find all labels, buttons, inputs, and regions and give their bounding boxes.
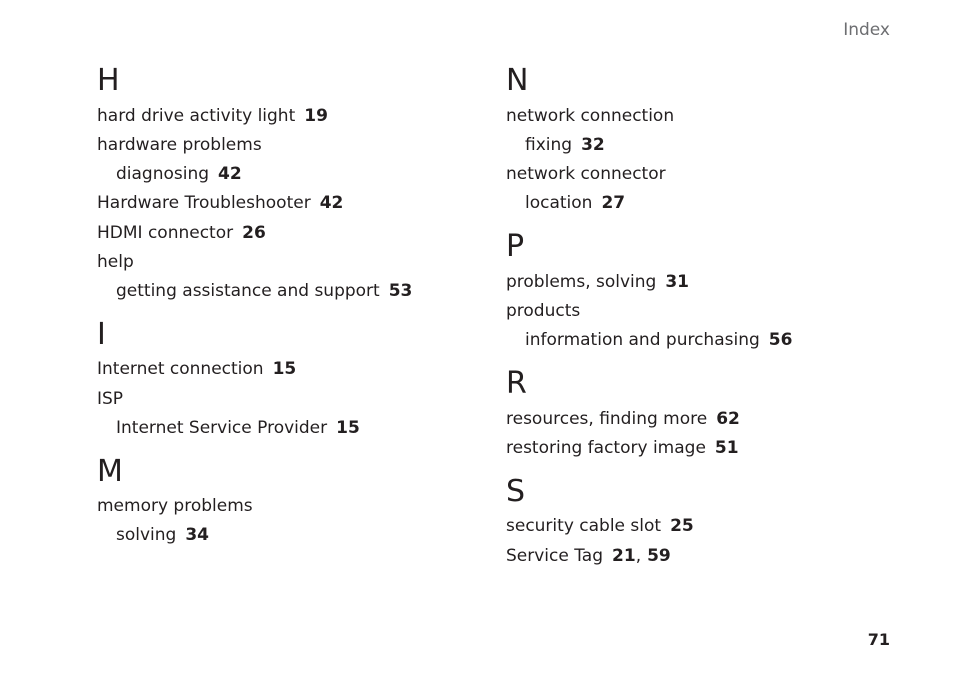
entry-page-ref: 21 (612, 546, 636, 566)
entry-label: HDMI connector (97, 223, 234, 243)
entry-label: hardware problems (97, 135, 262, 155)
section-letter-m: M (97, 454, 124, 489)
entry-page-ref: 56 (768, 330, 793, 350)
entry-page-ref: 15 (336, 418, 360, 438)
index-subentry (116, 524, 209, 546)
index-entry (506, 271, 689, 293)
index-entry (97, 192, 343, 214)
entry-label: problems, solving (506, 272, 657, 292)
section-letter-p: P (506, 229, 525, 264)
index-entry (506, 300, 580, 322)
entry-label: diagnosing (116, 164, 210, 184)
entry-page-ref: 42 (319, 193, 344, 213)
entry-page-ref: 51 (714, 438, 739, 458)
entry-label: help (97, 252, 134, 272)
entry-label: Internet Service Provider (116, 418, 328, 438)
entry-label: memory problems (97, 496, 253, 516)
entry-label: Internet connection (97, 359, 264, 379)
index-subentry (525, 329, 792, 351)
entry-label: fixing (525, 135, 573, 155)
index-entry (506, 105, 674, 127)
index-entry (506, 545, 671, 567)
index-subentry (116, 163, 242, 185)
entry-page-ref: 59 (647, 546, 671, 566)
section-letter-h: H (97, 63, 121, 98)
entry-page-ref: 31 (665, 272, 690, 292)
section-letter-r: R (506, 366, 528, 401)
entry-page-ref: 34 (185, 525, 210, 545)
section-letter-n: N (506, 63, 529, 98)
index-entry (506, 408, 740, 430)
index-entry (97, 251, 134, 273)
page-number: 71 (867, 630, 890, 649)
index-entry (506, 163, 666, 185)
index-entry (506, 515, 694, 537)
entry-label: getting assistance and support (116, 281, 380, 301)
section-letter-i: I (97, 317, 107, 352)
entry-page-ref: 15 (272, 359, 297, 379)
index-entry (97, 222, 266, 244)
entry-label: solving (116, 525, 177, 545)
running-head: Index (843, 20, 890, 40)
index-subentry (525, 134, 605, 156)
entry-page-ref: 19 (304, 106, 328, 126)
entry-label: products (506, 301, 581, 321)
index-entry (506, 437, 739, 459)
index-entry (97, 495, 253, 517)
entry-label: security cable slot (506, 516, 662, 536)
index-subentry (525, 192, 625, 214)
index-subentry (116, 417, 360, 439)
index-subentry (116, 280, 412, 302)
entry-page-ref: 42 (218, 164, 242, 184)
entry-label: Hardware Troubleshooter (97, 193, 311, 213)
entry-page-ref: 53 (388, 281, 413, 301)
entry-label: network connector (506, 164, 666, 184)
entry-page-ref: 27 (601, 193, 626, 213)
index-entry (97, 105, 328, 127)
entry-label: restoring factory image (506, 438, 706, 458)
entry-label: resources, finding more (506, 409, 708, 429)
entry-label: network connection (506, 106, 675, 126)
index-entry (97, 134, 262, 156)
entry-page-ref: 62 (716, 409, 740, 429)
index-entry (97, 388, 123, 410)
entry-page-ref: 26 (242, 223, 266, 243)
entry-label: location (525, 193, 593, 213)
entry-page-ref: 25 (670, 516, 694, 536)
entry-page-ref: 32 (581, 135, 605, 155)
entry-label: hard drive activity light (97, 106, 296, 126)
section-letter-s: S (506, 474, 526, 509)
entry-label: ISP (97, 389, 124, 409)
entry-label: information and purchasing (525, 330, 760, 350)
entry-label: Service Tag (506, 546, 604, 566)
index-entry (97, 358, 296, 380)
page-ref-separator: , (635, 546, 642, 566)
